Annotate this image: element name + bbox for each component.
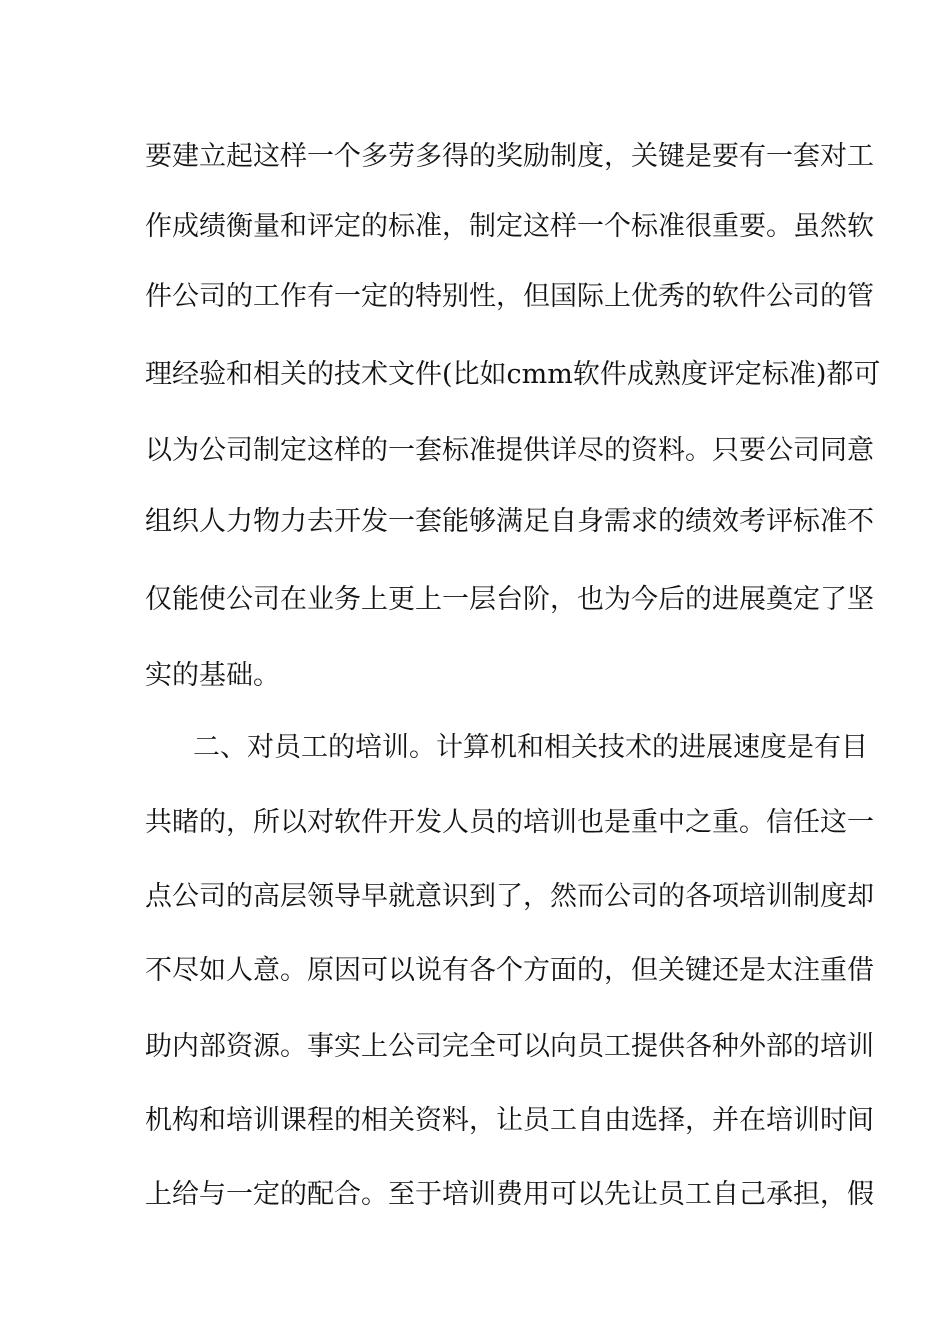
text-line: 以为公司制定这样的一套标准提供详尽的资料。只要公司同意 <box>145 435 874 466</box>
text-line: 实的基础。 <box>145 660 280 691</box>
text-line: 上给与一定的配合。至于培训费用可以先让员工自己承担，假 <box>145 1179 874 1210</box>
text-line: 机构和培训课程的相关资料，让员工自由选择，并在培训时间 <box>145 1105 874 1136</box>
text-line: 组织人力物力去开发一套能够满足自身需求的绩效考评标准不 <box>145 506 874 537</box>
text-line: 共睹的，所以对软件开发人员的培训也是重中之重。信任这一 <box>145 807 874 838</box>
text-line: 仅能使公司在业务上更上一层台阶，也为今后的进展奠定了坚 <box>145 584 874 615</box>
text-line: 不尽如人意。原因可以说有各个方面的，但关键还是太注重借 <box>145 955 874 986</box>
text-line: 作成绩衡量和评定的标准，制定这样一个标准很重要。虽然软 <box>145 211 874 242</box>
text-line: 要建立起这样一个多劳多得的奖励制度，关键是要有一套对工 <box>145 141 874 172</box>
text-line: 件公司的工作有一定的特别性，但国际上优秀的软件公司的管 <box>145 281 874 312</box>
text-line: 点公司的高层领导早就意识到了，然而公司的各项培训制度却 <box>145 881 874 912</box>
text-line: 助内部资源。事实上公司完全可以向员工提供各种外部的培训 <box>145 1031 874 1062</box>
text-line: 理经验和相关的技术文件(比如cmm软件成熟度评定标准)都可 <box>145 359 881 390</box>
paragraph-heading-line: 二、对员工的培训。计算机和相关技术的进展速度是有目 <box>193 732 868 763</box>
